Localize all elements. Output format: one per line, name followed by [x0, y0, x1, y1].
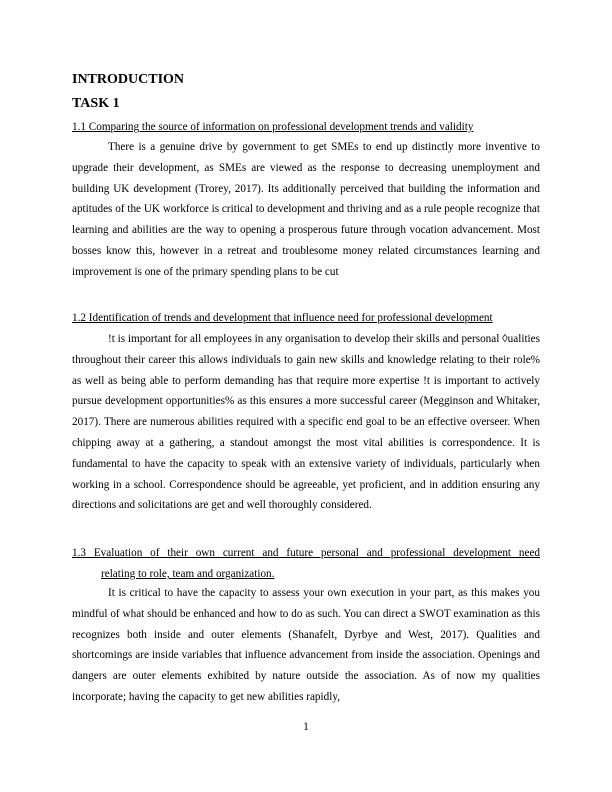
section-1-1-body: There is a genuine drive by government to get SMEs to end up distinctly more inventive to upgrade their development, as SMEs are viewed as the response to decreasing unemployment and building UK development (Trorey, 2017). Its additionally perceived that building the information and aptitudes of the UK workforce is critical to development and thriving and as a rule people recognize that learning and abilities are the way to opening a prosperous future through vocation advancement. Most bosses know this, however in a retreat and troublesome money related circumstances learning and improvement is one of the primary spending plans to be cut	[72, 141, 540, 278]
section-1-3-body: It is critical to have the capacity to assess your own execution in your part, as this makes you mindful of what should be enhanced and how to do as such. You can direct a SWOT examination as this recognizes both inside and outer elements (Shanafelt, Dyrbye and West, 2017). Qualities and shortcomings are inside variables that influence advancement from inside the association. Openings and dangers are outer elements exhibited by nature outside the association. As of now my qualities incorporate; having the capacity to get new abilities rapidly,	[72, 587, 540, 703]
introduction-heading: INTRODUCTION	[72, 72, 185, 87]
section-1-3-title-line2: relating to role, team and organization.	[101, 568, 275, 580]
task-heading: TASK 1	[72, 96, 120, 111]
section-1-2-title: 1.2 Identification of trends and development that influence need for professional development	[72, 312, 493, 324]
section-1-1-title: 1.1 Comparing the source of information on professional development trends and validity	[72, 121, 474, 133]
section-1-3-title-line1: 1.3 Evaluation of their own current and future personal and professional development need	[72, 547, 540, 559]
section-1-2-body: !t is important for all employees in any organisation to develop their skills and personal ◊ualities throughout their career this allows individuals to gain new skills and knowledge relating to their role% as well as being able to perform demanding has that require more expertise !t is important to actively pursue development opportunities% as this ensures a more successful career (Megginson and Whitaker, 2017). There are numerous abilities required with a specific end goal to be an effective overseer. When chipping away at a gathering, a standout amongst the most vital abilities is correspondence. It is fundamental to have the capacity to speak with an extensive variety of individuals, particularly when working in a school. Correspondence should be agreeable, yet proficient, and in addition ensuring any directions and solicitations are get and well thoroughly considered.	[72, 333, 540, 512]
page-number: 1	[303, 721, 309, 733]
